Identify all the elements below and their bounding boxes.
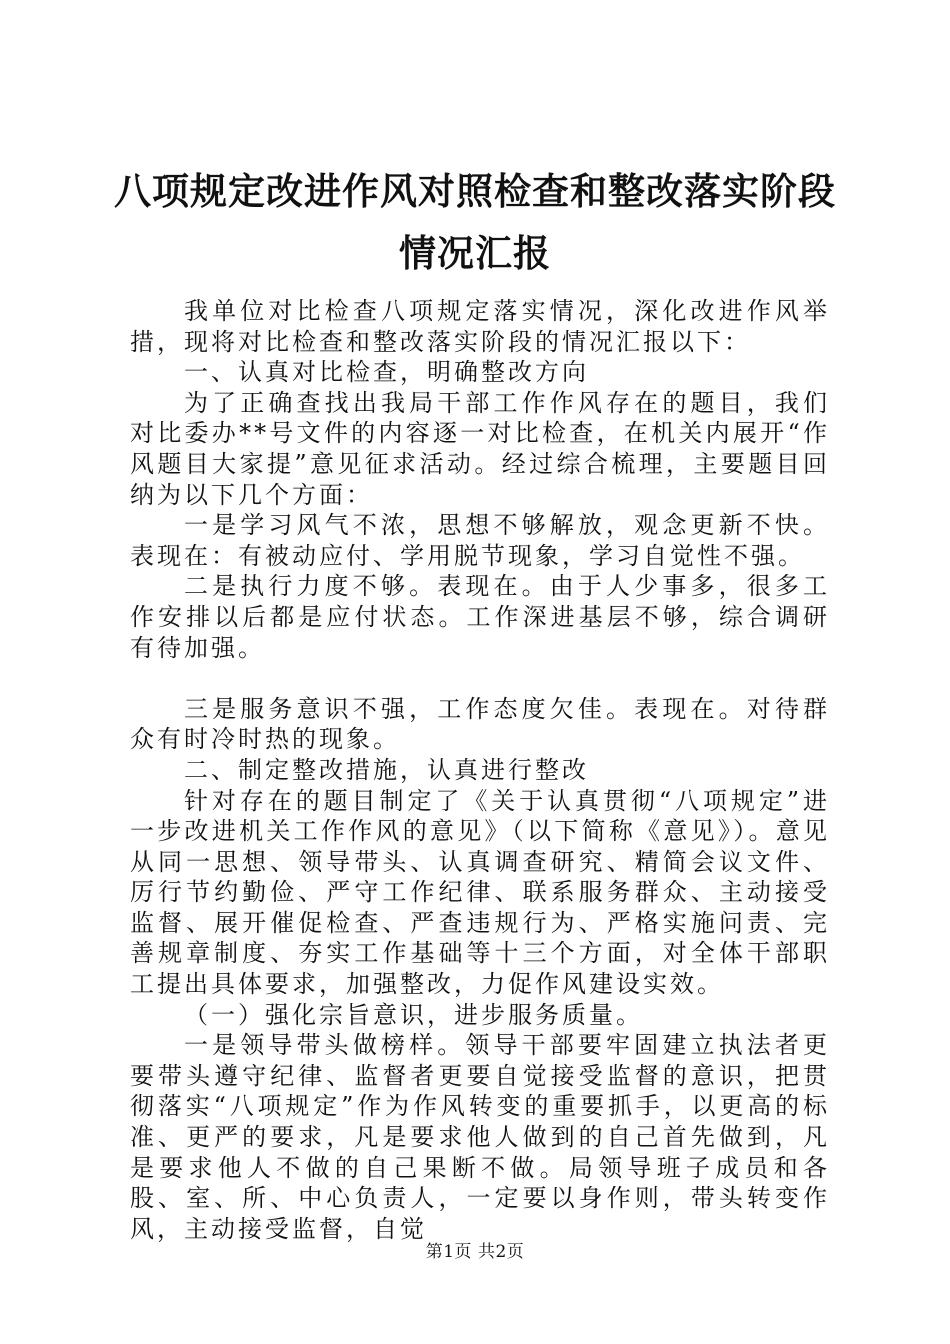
subsection-heading-1: （一）强化宗旨意识，进步服务质量。 [184, 1000, 643, 1029]
paragraph-spacer [130, 663, 830, 694]
paragraph-measures: 针对存在的题目制定了《关于认真贯彻“八项规定”进一步改进机关工作作风的意见》（以下简称《意见》）。意见从同一思想、领导带头、认真调查研究、精简会议文件、厉行节约勤俭、严守工作纪律、联系服务群众、主动接受监督、展开催促检查、严查违规行为、严格实施问责、完善规章制度、夯实工作基础等十三个方面，对全体干部职工提出具体要求，加强整改，力促作风建设实效。 [130, 786, 830, 999]
section-heading-1: 一、认真对比检查，明确整改方向 [184, 358, 589, 387]
paragraph-leadership: 一是领导带头做榜样。领导干部要牢固建立执法者更要带头遵守纪律、监督者更要自觉接受监督的意识，把贯彻落实“八项规定”作为作风转变的重要抓手，以更高的标准、更严的要求，凡是要求他人做到的自己首先做到，凡是要求他人不做的自己果断不做。局领导班子成员和各股、室、所、中心负责人，一定要以身作则，带头转变作风，主动接受监督，自觉 [130, 1031, 830, 1243]
section-heading-2: 二、制定整改措施，认真进行整改 [184, 755, 589, 784]
document-body [130, 296, 830, 1244]
paragraph-issue-2: 二是执行力度不够。表现在。由于人少事多，很多工作安排以后都是应付状态。工作深进基层不够，综合调研有待加强。 [130, 572, 830, 662]
paragraph-intro: 我单位对比检查八项规定落实情况，深化改进作风举措，现将对比检查和整改落实阶段的情况汇报以下： [130, 297, 830, 356]
page-number-footer: 第1页 共2页 [425, 1242, 525, 1262]
paragraph-issue-1: 一是学习风气不浓，思想不够解放，观念更新不快。表现在：有被动应付、学用脱节现象，学习自觉性不强。 [130, 511, 830, 570]
paragraph-findings: 为了正确查找出我局干部工作作风存在的题目，我们对比委办**号文件的内容逐一对比检查，在机关内展开“作风题目大家提”意见征求活动。经过综合梳理，主要题目回纳为以下几个方面： [130, 388, 830, 509]
document-title: 八项规定改进作风对照检查和整改落实阶段情况汇报 [114, 169, 836, 275]
paragraph-issue-3: 三是服务意识不强，工作态度欠佳。表现在。对待群众有时冷时热的现象。 [130, 694, 830, 754]
